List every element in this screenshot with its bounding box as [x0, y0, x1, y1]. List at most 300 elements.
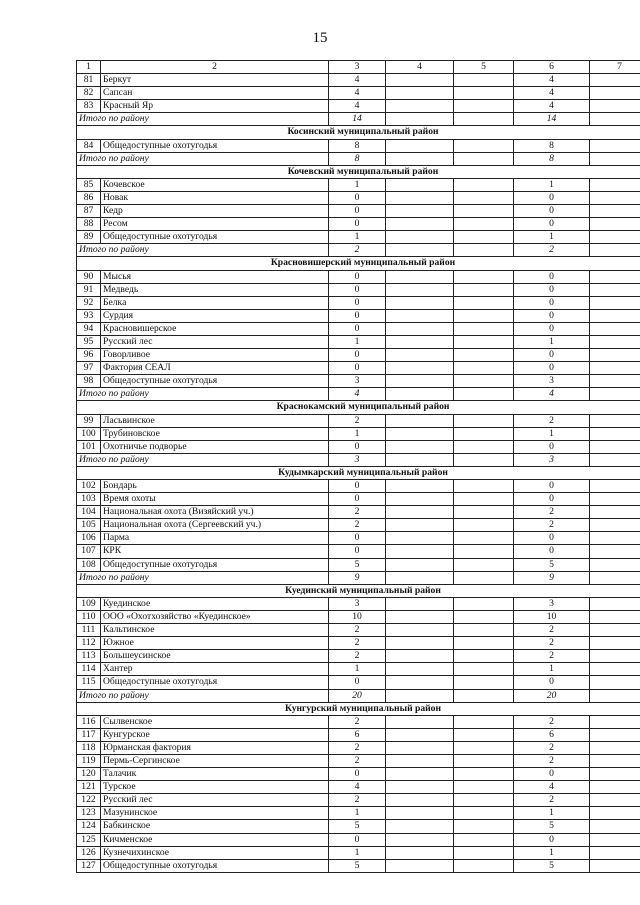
hunting-ground-name: Кочевское: [101, 178, 329, 191]
value-cell-c5: [454, 624, 514, 637]
value-cell-c6: 1: [514, 846, 590, 859]
value-cell-c6: 2: [514, 794, 590, 807]
value-cell-c6: 0: [514, 545, 590, 558]
row-number: 86: [77, 191, 101, 204]
value-cell-c5: [454, 558, 514, 571]
value-cell-c5: [454, 728, 514, 741]
column-header: 3: [329, 61, 386, 74]
hunting-ground-name: Сурдия: [101, 309, 329, 322]
value-cell-c6: 6: [514, 728, 590, 741]
value-cell-c5: [454, 597, 514, 610]
value-cell-c5: [454, 715, 514, 728]
total-cell-c3: 2: [329, 244, 386, 257]
row-number: 82: [77, 87, 101, 100]
table-row: [77, 506, 640, 519]
value-cell-c7: [590, 100, 640, 113]
value-cell-c5: [454, 807, 514, 820]
table-row: [77, 597, 640, 610]
hunting-ground-name: Белка: [101, 296, 329, 309]
table-row: [77, 715, 640, 728]
value-cell-c3: 0: [329, 349, 386, 362]
value-cell-c7: [590, 362, 640, 375]
value-cell-c3: 2: [329, 754, 386, 767]
value-cell-c7: [590, 597, 640, 610]
value-cell-c5: [454, 545, 514, 558]
table-row: [77, 859, 640, 872]
district-total-row: [77, 244, 640, 257]
hunting-ground-name: Общедоступные охотугодья: [101, 558, 329, 571]
district-name: Краснокамский муниципальный район: [77, 401, 640, 414]
value-cell-c4: [386, 807, 454, 820]
value-cell-c3: 0: [329, 270, 386, 283]
table-row: [77, 624, 640, 637]
value-cell-c6: 10: [514, 610, 590, 623]
hunting-ground-name: Ресом: [101, 218, 329, 231]
value-cell-c5: [454, 610, 514, 623]
value-cell-c5: [454, 532, 514, 545]
row-number: 127: [77, 859, 101, 872]
table-row: [77, 532, 640, 545]
total-cell-c4: [386, 453, 454, 466]
value-cell-c3: 0: [329, 309, 386, 322]
value-cell-c4: [386, 414, 454, 427]
total-cell-c5: [454, 453, 514, 466]
value-cell-c7: [590, 715, 640, 728]
value-cell-c4: [386, 663, 454, 676]
value-cell-c6: 0: [514, 309, 590, 322]
value-cell-c4: [386, 637, 454, 650]
value-cell-c4: [386, 610, 454, 623]
row-number: 104: [77, 506, 101, 519]
value-cell-c4: [386, 205, 454, 218]
row-number: 109: [77, 597, 101, 610]
value-cell-c6: 5: [514, 859, 590, 872]
value-cell-c6: 5: [514, 558, 590, 571]
value-cell-c3: 4: [329, 87, 386, 100]
value-cell-c7: [590, 480, 640, 493]
table-row: [77, 519, 640, 532]
value-cell-c4: [386, 741, 454, 754]
row-number: 90: [77, 270, 101, 283]
value-cell-c3: 1: [329, 178, 386, 191]
value-cell-c7: [590, 781, 640, 794]
hunting-ground-name: Общедоступные охотугодья: [101, 676, 329, 689]
row-number: 89: [77, 231, 101, 244]
value-cell-c7: [590, 493, 640, 506]
value-cell-c3: 4: [329, 781, 386, 794]
value-cell-c4: [386, 519, 454, 532]
row-number: 115: [77, 676, 101, 689]
total-label: Итого по району: [77, 244, 329, 257]
hunting-ground-name: Юрманская фактория: [101, 741, 329, 754]
total-cell-c4: [386, 388, 454, 401]
district-header-row: [77, 165, 640, 178]
value-cell-c6: 4: [514, 87, 590, 100]
value-cell-c6: 1: [514, 663, 590, 676]
value-cell-c4: [386, 100, 454, 113]
value-cell-c3: 1: [329, 807, 386, 820]
row-number: 91: [77, 283, 101, 296]
hunting-ground-name: Парма: [101, 532, 329, 545]
total-cell-c4: [386, 244, 454, 257]
value-cell-c6: 4: [514, 74, 590, 87]
column-header: 4: [386, 61, 454, 74]
hunting-ground-name: Русский лес: [101, 335, 329, 348]
table-row: [77, 414, 640, 427]
total-cell-c5: [454, 571, 514, 584]
table-row: [77, 74, 640, 87]
hunting-ground-name: Бабкинское: [101, 820, 329, 833]
hunting-ground-name: Новак: [101, 191, 329, 204]
table-row: [77, 545, 640, 558]
value-cell-c6: 0: [514, 283, 590, 296]
column-header: 7: [590, 61, 640, 74]
value-cell-c4: [386, 846, 454, 859]
value-cell-c7: [590, 794, 640, 807]
district-name: Красновишерский муниципальный район: [77, 257, 640, 270]
hunting-ground-name: Бондарь: [101, 480, 329, 493]
value-cell-c4: [386, 139, 454, 152]
row-number: 116: [77, 715, 101, 728]
hunting-ground-name: Сылвенское: [101, 715, 329, 728]
table-row: [77, 362, 640, 375]
value-cell-c3: 0: [329, 532, 386, 545]
value-cell-c4: [386, 322, 454, 335]
value-cell-c4: [386, 349, 454, 362]
value-cell-c4: [386, 309, 454, 322]
table-row: [77, 139, 640, 152]
value-cell-c3: 1: [329, 335, 386, 348]
value-cell-c7: [590, 349, 640, 362]
value-cell-c3: 0: [329, 283, 386, 296]
table-row: [77, 741, 640, 754]
total-cell-c4: [386, 571, 454, 584]
value-cell-c6: 3: [514, 597, 590, 610]
total-cell-c7: [590, 388, 640, 401]
value-cell-c6: 1: [514, 335, 590, 348]
value-cell-c5: [454, 191, 514, 204]
value-cell-c3: 0: [329, 296, 386, 309]
value-cell-c3: 0: [329, 493, 386, 506]
value-cell-c3: 0: [329, 768, 386, 781]
table-row: [77, 178, 640, 191]
value-cell-c4: [386, 728, 454, 741]
value-cell-c4: [386, 624, 454, 637]
value-cell-c3: 5: [329, 859, 386, 872]
value-cell-c3: 3: [329, 375, 386, 388]
table-row: [77, 480, 640, 493]
district-total-row: [77, 113, 640, 126]
value-cell-c6: 0: [514, 480, 590, 493]
district-header-row: [77, 401, 640, 414]
value-cell-c7: [590, 231, 640, 244]
hunting-ground-name: Общедоступные охотугодья: [101, 231, 329, 244]
value-cell-c4: [386, 558, 454, 571]
row-number: 125: [77, 833, 101, 846]
value-cell-c4: [386, 270, 454, 283]
value-cell-c3: 2: [329, 741, 386, 754]
value-cell-c5: [454, 139, 514, 152]
value-cell-c7: [590, 532, 640, 545]
value-cell-c3: 2: [329, 715, 386, 728]
value-cell-c3: 5: [329, 820, 386, 833]
row-number: 105: [77, 519, 101, 532]
value-cell-c3: 1: [329, 663, 386, 676]
value-cell-c7: [590, 283, 640, 296]
value-cell-c6: 1: [514, 807, 590, 820]
value-cell-c3: 2: [329, 519, 386, 532]
value-cell-c5: [454, 349, 514, 362]
total-cell-c6: 8: [514, 152, 590, 165]
hunting-ground-name: Мазунинское: [101, 807, 329, 820]
value-cell-c4: [386, 781, 454, 794]
row-number: 113: [77, 650, 101, 663]
table-row: [77, 558, 640, 571]
value-cell-c3: 0: [329, 545, 386, 558]
value-cell-c6: 0: [514, 833, 590, 846]
table-row: [77, 87, 640, 100]
total-cell-c6: 3: [514, 453, 590, 466]
column-header: 5: [454, 61, 514, 74]
value-cell-c5: [454, 309, 514, 322]
district-header-row: [77, 702, 640, 715]
value-cell-c6: 2: [514, 715, 590, 728]
value-cell-c7: [590, 322, 640, 335]
value-cell-c3: 0: [329, 205, 386, 218]
table-header-row: [77, 61, 640, 74]
value-cell-c5: [454, 768, 514, 781]
hunting-ground-name: Кунгурское: [101, 728, 329, 741]
table-row: [77, 100, 640, 113]
hunting-ground-name: Русский лес: [101, 794, 329, 807]
hunting-ground-name: Медведь: [101, 283, 329, 296]
value-cell-c6: 2: [514, 519, 590, 532]
value-cell-c3: 2: [329, 637, 386, 650]
total-cell-c4: [386, 113, 454, 126]
value-cell-c7: [590, 610, 640, 623]
value-cell-c7: [590, 833, 640, 846]
row-number: 85: [77, 178, 101, 191]
hunting-ground-name: Беркут: [101, 74, 329, 87]
value-cell-c4: [386, 794, 454, 807]
value-cell-c3: 1: [329, 846, 386, 859]
value-cell-c6: 2: [514, 754, 590, 767]
table-row: [77, 231, 640, 244]
total-cell-c5: [454, 388, 514, 401]
column-header: 2: [101, 61, 329, 74]
row-number: 98: [77, 375, 101, 388]
value-cell-c7: [590, 846, 640, 859]
total-label: Итого по району: [77, 152, 329, 165]
hunting-ground-name: Южное: [101, 637, 329, 650]
hunting-ground-name: Сапсан: [101, 87, 329, 100]
value-cell-c7: [590, 741, 640, 754]
value-cell-c4: [386, 440, 454, 453]
value-cell-c3: 3: [329, 597, 386, 610]
row-number: 97: [77, 362, 101, 375]
table-row: [77, 218, 640, 231]
value-cell-c4: [386, 859, 454, 872]
row-number: 87: [77, 205, 101, 218]
total-cell-c7: [590, 152, 640, 165]
table-row: [77, 807, 640, 820]
table-row: [77, 676, 640, 689]
row-number: 92: [77, 296, 101, 309]
row-number: 118: [77, 741, 101, 754]
total-cell-c3: 4: [329, 388, 386, 401]
hunting-ground-name: Кичменское: [101, 833, 329, 846]
total-cell-c3: 3: [329, 453, 386, 466]
value-cell-c6: 5: [514, 820, 590, 833]
hunting-ground-name: Хантер: [101, 663, 329, 676]
total-cell-c4: [386, 689, 454, 702]
total-cell-c6: 4: [514, 388, 590, 401]
value-cell-c7: [590, 296, 640, 309]
row-number: 123: [77, 807, 101, 820]
value-cell-c7: [590, 74, 640, 87]
value-cell-c7: [590, 676, 640, 689]
value-cell-c4: [386, 597, 454, 610]
value-cell-c6: 1: [514, 427, 590, 440]
total-cell-c6: 20: [514, 689, 590, 702]
value-cell-c6: 2: [514, 637, 590, 650]
hunting-ground-name: КРК: [101, 545, 329, 558]
hunting-quota-table: [76, 60, 640, 873]
row-number: 95: [77, 335, 101, 348]
row-number: 119: [77, 754, 101, 767]
table-row: [77, 794, 640, 807]
total-cell-c3: 9: [329, 571, 386, 584]
row-number: 124: [77, 820, 101, 833]
value-cell-c7: [590, 768, 640, 781]
value-cell-c6: 2: [514, 414, 590, 427]
hunting-ground-name: Время охоты: [101, 493, 329, 506]
district-header-row: [77, 257, 640, 270]
table-row: [77, 191, 640, 204]
row-number: 101: [77, 440, 101, 453]
value-cell-c4: [386, 178, 454, 191]
value-cell-c3: 2: [329, 414, 386, 427]
value-cell-c4: [386, 362, 454, 375]
value-cell-c7: [590, 650, 640, 663]
value-cell-c5: [454, 87, 514, 100]
row-number: 84: [77, 139, 101, 152]
value-cell-c7: [590, 139, 640, 152]
table-row: [77, 349, 640, 362]
table-row: [77, 610, 640, 623]
row-number: 120: [77, 768, 101, 781]
value-cell-c3: 4: [329, 100, 386, 113]
value-cell-c5: [454, 322, 514, 335]
value-cell-c4: [386, 427, 454, 440]
value-cell-c7: [590, 218, 640, 231]
value-cell-c4: [386, 506, 454, 519]
value-cell-c5: [454, 440, 514, 453]
hunting-ground-name: Талачик: [101, 768, 329, 781]
value-cell-c6: 4: [514, 781, 590, 794]
table-row: [77, 427, 640, 440]
value-cell-c3: 0: [329, 191, 386, 204]
value-cell-c5: [454, 519, 514, 532]
value-cell-c5: [454, 754, 514, 767]
value-cell-c5: [454, 741, 514, 754]
value-cell-c6: 0: [514, 270, 590, 283]
table-row: [77, 728, 640, 741]
value-cell-c7: [590, 663, 640, 676]
value-cell-c3: 0: [329, 676, 386, 689]
value-cell-c7: [590, 178, 640, 191]
value-cell-c3: 1: [329, 427, 386, 440]
row-number: 99: [77, 414, 101, 427]
total-label: Итого по району: [77, 388, 329, 401]
value-cell-c6: 4: [514, 100, 590, 113]
value-cell-c7: [590, 519, 640, 532]
value-cell-c3: 0: [329, 362, 386, 375]
value-cell-c3: 10: [329, 610, 386, 623]
value-cell-c6: 0: [514, 493, 590, 506]
total-cell-c4: [386, 152, 454, 165]
value-cell-c6: 0: [514, 362, 590, 375]
total-cell-c5: [454, 689, 514, 702]
hunting-ground-name: Кальтинское: [101, 624, 329, 637]
value-cell-c6: 0: [514, 768, 590, 781]
district-total-row: [77, 152, 640, 165]
hunting-ground-name: ООО «Охотхозяйство «Куединское»: [101, 610, 329, 623]
value-cell-c4: [386, 375, 454, 388]
row-number: 100: [77, 427, 101, 440]
value-cell-c7: [590, 309, 640, 322]
value-cell-c4: [386, 335, 454, 348]
value-cell-c5: [454, 506, 514, 519]
value-cell-c4: [386, 820, 454, 833]
value-cell-c5: [454, 205, 514, 218]
value-cell-c4: [386, 768, 454, 781]
value-cell-c7: [590, 191, 640, 204]
hunting-ground-name: Большеусинское: [101, 650, 329, 663]
value-cell-c5: [454, 820, 514, 833]
value-cell-c5: [454, 650, 514, 663]
hunting-ground-name: Ласьвинское: [101, 414, 329, 427]
value-cell-c6: 2: [514, 506, 590, 519]
total-cell-c5: [454, 113, 514, 126]
row-number: 126: [77, 846, 101, 859]
value-cell-c3: 2: [329, 650, 386, 663]
district-name: Кунгурский муниципальный район: [77, 702, 640, 715]
district-name: Косинский муниципальный район: [77, 126, 640, 139]
value-cell-c5: [454, 794, 514, 807]
value-cell-c6: 0: [514, 191, 590, 204]
value-cell-c7: [590, 335, 640, 348]
column-header: 6: [514, 61, 590, 74]
total-label: Итого по району: [77, 571, 329, 584]
value-cell-c5: [454, 676, 514, 689]
hunting-ground-name: Турское: [101, 781, 329, 794]
value-cell-c5: [454, 296, 514, 309]
row-number: 107: [77, 545, 101, 558]
value-cell-c5: [454, 414, 514, 427]
value-cell-c3: 2: [329, 624, 386, 637]
value-cell-c5: [454, 663, 514, 676]
page-number: 15: [312, 30, 328, 46]
table-row: [77, 283, 640, 296]
table-row: [77, 322, 640, 335]
total-cell-c7: [590, 689, 640, 702]
value-cell-c6: 8: [514, 139, 590, 152]
total-cell-c6: 9: [514, 571, 590, 584]
value-cell-c5: [454, 781, 514, 794]
row-number: 121: [77, 781, 101, 794]
value-cell-c4: [386, 218, 454, 231]
